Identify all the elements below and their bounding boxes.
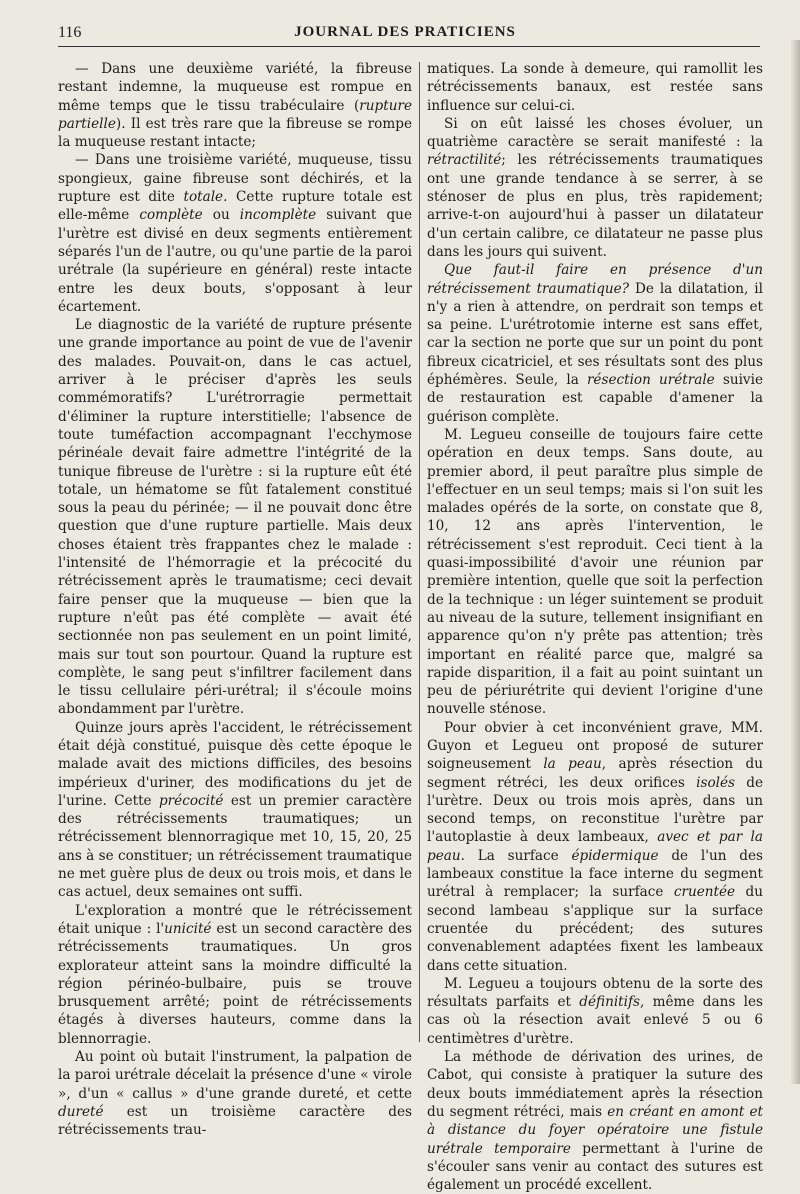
italic-text: totale. <box>183 189 228 206</box>
text-run: Pour obvier à cet inconvénient grave, MM. Guyon et Legueu ont proposé de suturer soigneusement <box>427 719 763 773</box>
text-run: suivie de restauration est capable d'amener la guérison complète. <box>427 372 763 425</box>
text-run: , après résection du segment rétréci, les deux orifices <box>427 756 763 791</box>
text-run: M. Legueu a toujours obtenu de la sorte des résultats parfaits et <box>427 975 763 1011</box>
text-run: du second lambeau s'applique sur la surface cruentée du précédent; des sutures convenablement adaptées fixent les lambeaux dans cette situation. <box>427 884 763 974</box>
paragraph <box>427 426 763 719</box>
text-run: Le diagnostic de la variété de rupture présente une grande importance au point de vue de l'avenir des malades. Pouvait-on, dans le cas actuel, arriver à le préciser d'après les seuls commémoratifs? L'urétrorragie permettait d'éliminer la rupture interstitielle; l'absence de toute tuméfaction accompagnant l'ecchymose périnéale devait faire admettre l'intégrité de la tunique fibreuse de l'urètre : si la rupture eût été totale, un hématome se fût fatalement constitué sous la peau du périnée; — il ne pouvait donc être question que d'une rupture partielle. Mais deux choses étaient très frappantes chez le malade : l'intensité de l'hémorragie et la précocité du rétrécissement après le traumatisme; ceci devait faire penser que la muqueuse — bien que la rupture n'eût pas été complète — avait été sectionnée non pas seulement en un point limité, mais sur tout son pourtour. Quand la rupture est complète, le sang peut s'infiltrer facilement dans le tissu cellulaire péri-urétral; il s'écoule moins abondamment par l'urètre. <box>58 317 412 718</box>
italic-text: précocité <box>158 792 224 809</box>
italic-text: dureté <box>58 1103 104 1120</box>
italic-text: cruentée <box>673 884 736 901</box>
text-run: suivant que l'urètre est divisé en deux segments entièrement séparés l'un de l'autre, ou qu'une partie de la paroi urétrale (la supérieure en général) reste intacte entre les deux bouts, s'opposant à leur écartement. <box>58 207 412 315</box>
italic-text: épidermique <box>571 847 659 864</box>
italic-text: Que faut-il faire en présence d'un rétrécissement traumatique? <box>427 262 763 297</box>
paragraph <box>427 261 763 426</box>
italic-text: avec et par la peau <box>427 829 763 864</box>
text-run: — Dans une deuxième variété, la fibreuse restant indemne, la muqueuse est rompue en même temps que le tissu trabéculaire ( <box>58 61 412 114</box>
header-rule <box>58 46 760 47</box>
text-run: permettant à l'urine de s'écouler sans venir au contact des sutures est également un procédé excellent. <box>427 1140 763 1194</box>
italic-text: la peau <box>543 756 602 773</box>
italic-text: isolés <box>696 774 736 791</box>
text-run: ; les rétrécissements traumatiques ont une grande tendance à se serrer, à se sténoser de plus en plus, très rapidement; arrive-t-on aujourd'hui à passer un dilatateur d'un certain calibre, ce dilatateur ne passe plus dans les jours qui suivent. <box>427 152 763 260</box>
paragraph <box>427 719 763 975</box>
page-number: 116 <box>58 24 82 41</box>
italic-text: rupture partielle <box>58 97 412 132</box>
text-run: Au point où butait l'instrument, la palpation de la paroi urétrale décelait la présence d'une « virole », d'un « callus » d'une grande dureté, et cette <box>58 1049 412 1102</box>
paragraph <box>58 60 412 151</box>
paragraph <box>427 1048 763 1194</box>
text-run: est un second caractère des rétrécissements traumatiques. Un gros explorateur atteint sans la moindre difficulté la région périnéo-bulbaire, puis se trouve brusquement arrêté; point de rétrécissements étagés à diverses hauteurs, comme dans la blennorragie. <box>58 920 412 1047</box>
paragraph <box>427 975 763 1048</box>
italic-text: résection urétrale <box>586 372 715 389</box>
text-run: Quinze jours après l'accident, le rétrécissement était déjà constitué, puisque dès cette époque le malade avait des mictions difficiles, des besoins impérieux d'uriner, des modifications du jet de l'urine. Cette <box>58 719 412 809</box>
text-run: est un premier caractère des rétrécissements traumatiques; un rétrécissement blennorragique met 10, 15, 20, 25 ans à se constituer; un rétrécissement traumatique ne met guère plus de deux ou trois mois, et dans le cas actuel, deux semaines ont suffi. <box>58 792 412 901</box>
journal-title: JOURNAL DES PRATICIENS <box>294 24 516 40</box>
italic-text: unicité <box>164 920 212 937</box>
page-header <box>58 18 752 46</box>
right-column <box>427 60 763 1194</box>
text-run: , même dans les cas où la résection avait enlevé 5 ou 6 centimètres d'urètre. <box>427 994 763 1047</box>
paragraph <box>427 60 763 115</box>
text-run: De la dilatation, il n'y a rien à attendre, on perdrait son temps et sa peine. L'urétrotomie interne est sans effet, car la section ne porte que sur un point du pont fibreux cicatriciel, et ses résultats sont des plus éphémères. Seule, la <box>427 280 763 389</box>
text-run: La méthode de dérivation des urines, de Cabot, qui consiste à pratiquer la suture des deux bouts immédiatement après la résection du segment rétréci, mais <box>427 1049 763 1120</box>
text-run: est un troisième caractère des rétrécissements trau- <box>58 1103 412 1139</box>
text-run: . La surface <box>460 847 572 864</box>
text-run: Cette rupture totale est elle-même <box>58 189 412 224</box>
left-column <box>58 60 412 1140</box>
italic-text: incomplète <box>239 207 317 224</box>
text-run: ou <box>202 207 240 224</box>
paragraph <box>427 115 763 261</box>
italic-text: rétractilité <box>427 152 502 169</box>
paragraph <box>58 719 412 902</box>
text-run: — Dans une troisième variété, muqueuse, tissu spongieux, gaine fibreuse sont déchirés, et la rupture est dite <box>58 152 412 206</box>
paragraph <box>58 316 412 719</box>
paragraph <box>58 1048 412 1139</box>
text-run: matiques. La sonde à demeure, qui ramollit les rétrécissements banaux, est restée sans influence sur celui-ci. <box>427 61 763 114</box>
italic-text: complète <box>139 207 203 224</box>
text-run: M. Legueu conseille de toujours faire cette opération en deux temps. Sans doute, au premier abord, il peut paraître plus simple de l'effectuer en un seul temps; mais si l'on suit les malades opérés de la sorte, on constate que 8, 10, 12 ans après l'intervention, le rétrécissement s'est reproduit. Ceci tient à la quasi-impossibilité d'avoir une réunion par première intention, quelle que soit la perfection de la technique : un léger suintement se produit au niveau de la suture, tellement insignifiant en apparence qu'on n'y prête pas attention; très important en réalité parce que, malgré sa rapide disparition, il a fait au point suintant un peu de périurétrite qui devient l'origine d'une nouvelle sténose. <box>427 426 763 718</box>
paragraph <box>58 902 412 1048</box>
text-run: ). Il est très rare que la fibreuse se rompe la muqueuse restant intacte; <box>58 115 412 151</box>
italic-text: définitifs <box>579 994 640 1011</box>
paragraph <box>58 151 412 316</box>
column-divider <box>419 62 420 1042</box>
text-run: Si on eût laissé les choses évoluer, un quatrième caractère se serait manifesté : la <box>427 115 763 151</box>
italic-text: en créant en amont et à distance du foyer opératoire une fistule urétrale temporaire <box>427 1103 763 1157</box>
page-edge-shadow <box>790 40 800 1084</box>
text-run: de l'urètre. Deux ou trois mois après, dans un second temps, on reconstitue l'urètre par l'autoplastie à deux lambeaux, <box>427 774 763 846</box>
text-run: de l'un des lambeaux constitue la face interne du segment urétral à remplacer; la surface <box>427 847 763 901</box>
text-run: L'exploration a montré que le rétrécissement était unique : l' <box>58 902 412 937</box>
